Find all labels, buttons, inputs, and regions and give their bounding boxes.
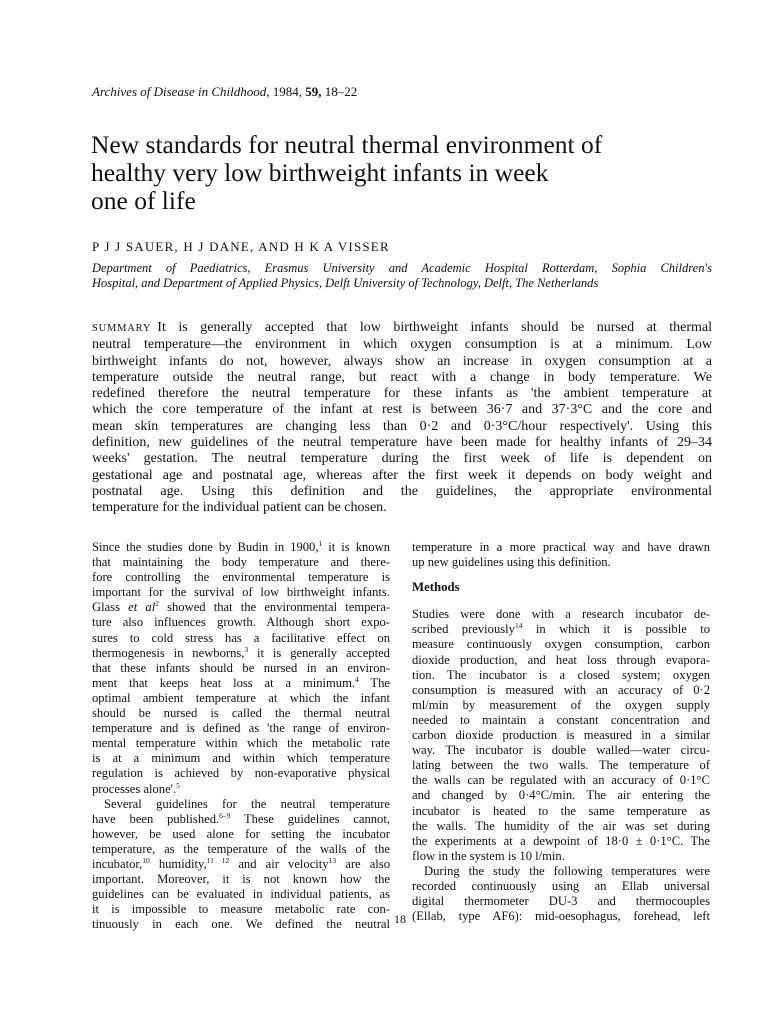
text-line: temperature, as the temperature of the walls of the (92, 841, 390, 856)
citation-superscript: 11 12 (206, 855, 230, 865)
title-line: one of life (91, 186, 196, 215)
text-line: carbon dioxide production is measured in a similar (412, 728, 710, 743)
text-line: needed to maintain a constant concentration and (412, 712, 710, 727)
summary-line: mean skin temperatures are changing less than 0·2 and 0·3°C/hour respectively'. Using this (92, 418, 712, 434)
summary-line: neutral temperature—the environment in which oxygen consumption is at a minimum. Low (92, 337, 712, 353)
text-line: is at a minimum and within which temperature (92, 751, 390, 766)
summary-line: redefined therefore the neutral temperature for these infants as 'the ambient temperature at (92, 386, 712, 402)
citation-superscript: 14 (514, 621, 523, 631)
text-line: important. Moreover, it is not known how the (92, 872, 390, 887)
affiliation-line: Department of Paediatrics, Erasmus University and Academic Hospital Rotterdam, Sophia Children's (92, 261, 712, 275)
text-line: important for the survival of low birthweight infants. (92, 585, 390, 600)
text-line: regulation is achieved by non-evaporative physical (92, 766, 390, 781)
text-line: however, be used alone for setting the incubator (92, 826, 390, 841)
text-line: tinuously in each one. We defined the neutral (92, 917, 390, 932)
article-title (91, 131, 711, 215)
affiliation-line: Hospital, and Department of Applied Physics, Delft University of Technology, Delft, The Netherlands (92, 276, 599, 290)
text-line: that maintaining the body temperature and there- (92, 555, 390, 570)
text-line: Studies were done with a research incubator de- (412, 607, 710, 622)
text-line: ml/min by measurement of the oxygen supply (412, 697, 710, 712)
text-line: processes alone'.$^5$ (92, 780, 180, 796)
citation-superscript: 3 (244, 644, 249, 654)
text-line: thermogenesis in newborns,$^3$ it is generally accepted (92, 644, 390, 660)
text-line: Glass et $al^2$ showed that the environmental tempera- (92, 599, 390, 615)
text-line: (Ellab, type AF6): mid-oesophagus, forehead, left (412, 909, 710, 924)
text-line: have been published.$^{6-9}$ These guidelines cannot, (92, 810, 390, 826)
text-line: ture also influences growth. Although short expo- (92, 615, 390, 630)
text-line: optimal ambient temperature at which the infant (92, 690, 390, 705)
text-line: digital thermometer DU-3 and thermocouples (412, 894, 710, 909)
text-line: that these infants should be nursed in an environ- (92, 660, 390, 675)
title-line: New standards for neutral thermal environment of (91, 130, 603, 159)
summary-line: SUMMARY It is generally accepted that low birthweight infants should be nursed at thermal (92, 320, 712, 335)
journal-reference (92, 84, 357, 100)
citation-superscript: 6–9 (219, 810, 231, 820)
text-line: consumption is measured with an accuracy of 0·2 (412, 682, 710, 697)
citation-superscript: 13 (328, 855, 337, 865)
text-line: flow in the system is 10 l/min. (412, 848, 565, 863)
text-line: Since the studies done by Budin in 1900,$^1$ it is known (92, 539, 390, 554)
text-line: mental temperature within which the metabolic rate (92, 736, 390, 751)
summary-line: temperature outside the neutral range, but react with a change in body temperature. We (92, 369, 712, 385)
summary-line: postnatal age. Using this definition and the guidelines, the appropriate environmental (92, 483, 712, 499)
text-line: measure continuously oxygen consumption, carbon (412, 637, 710, 652)
summary-line: birthweight infants do not, however, always show an increase in oxygen consumption at a (92, 353, 712, 369)
citation-superscript: 4 (355, 674, 359, 684)
text-line: guidelines can be evaluated in individual patients, as (92, 887, 390, 902)
citation-superscript: 5 (176, 780, 180, 790)
article-summary (92, 320, 712, 517)
citation-superscript: 10 (142, 855, 150, 865)
text-line: the experiments at a dewpoint of 18·0 ± 0·1°C. The (412, 833, 710, 848)
author-list: P J J SAUER, H J DANE, AND H K A VISSER (92, 239, 390, 254)
summary-line: definition, new guidelines of the neutral temperature have been made for healthy infants of 29–34 (92, 435, 712, 451)
text-line: and changed by 0·4°C/min. The air entering the (412, 788, 710, 803)
page-number: 18 (394, 912, 406, 926)
body-column-left (92, 540, 390, 932)
summary-label: SUMMARY (92, 323, 152, 334)
text-line: way. The incubator is double walled—water circu- (412, 743, 710, 758)
text-line: temperature and is defined as 'the range of environ- (92, 721, 390, 736)
journal-volume: 59, (305, 84, 322, 99)
text-line: recorded continuously using an Ellab universal (412, 878, 710, 893)
text-line: temperature in a more practical way and have drawn (412, 540, 710, 554)
journal-pages: 18–22 (324, 84, 358, 99)
title-line: healthy very low birthweight infants in week (91, 158, 549, 187)
text-line: During the study the following temperatures were (424, 863, 710, 878)
summary-line: temperature for the individual patient can be chosen. (92, 500, 387, 516)
author-affiliation (92, 261, 712, 291)
text-line: should be nursed is called the thermal neutral (92, 706, 390, 721)
text-line: lating between the two walls. The temperature of (412, 758, 710, 773)
text-line: the walls can be regulated with an accuracy of 0·1°C (412, 773, 710, 788)
text-line: tion. The incubator is a closed system; oxygen (412, 667, 710, 682)
text-line: scribed previously$^{14}$ in which it is possible to (412, 621, 710, 637)
citation-superscript: 1 (318, 539, 323, 548)
section-heading-methods: Methods (412, 580, 460, 595)
text-line: the walls. The humidity of the air was set during (412, 818, 710, 833)
journal-year: 1984, (272, 84, 303, 99)
text-line: it is impossible to measure metabolic rate con- (92, 902, 390, 917)
journal-name: Archives of Disease in Childhood, (92, 84, 270, 99)
text-line: Several guidelines for the neutral temperature (104, 796, 390, 811)
text-line: sures to cold stress has a facilitative effect on (92, 630, 390, 645)
summary-line: which the core temperature of the infant at rest is between 36·7 and 37·3°C and the core and (92, 402, 712, 418)
text-line: incubator,$^{10}$ humidity,$^{11 12}$ and air velocity$^{13}$ are also (92, 855, 390, 871)
text-line: dioxide production, and heat loss through evapora- (412, 652, 710, 667)
summary-line: weeks' gestation. The neutral temperature during the first week of life is dependent on (92, 451, 712, 467)
summary-line: gestational age and postnatal age, whereas after the first week it depends on body weight and (92, 467, 712, 483)
text-line: fore controlling the environmental temperature is (92, 570, 390, 585)
body-column-right (412, 540, 710, 924)
text-line: incubator is heated to the same temperature as (412, 803, 710, 818)
text-line: ment that keeps heat loss at a minimum.$^4$ The (92, 674, 390, 690)
text-line: up new guidelines using this definition. (412, 555, 611, 570)
citation-superscript: 2 (155, 599, 159, 609)
